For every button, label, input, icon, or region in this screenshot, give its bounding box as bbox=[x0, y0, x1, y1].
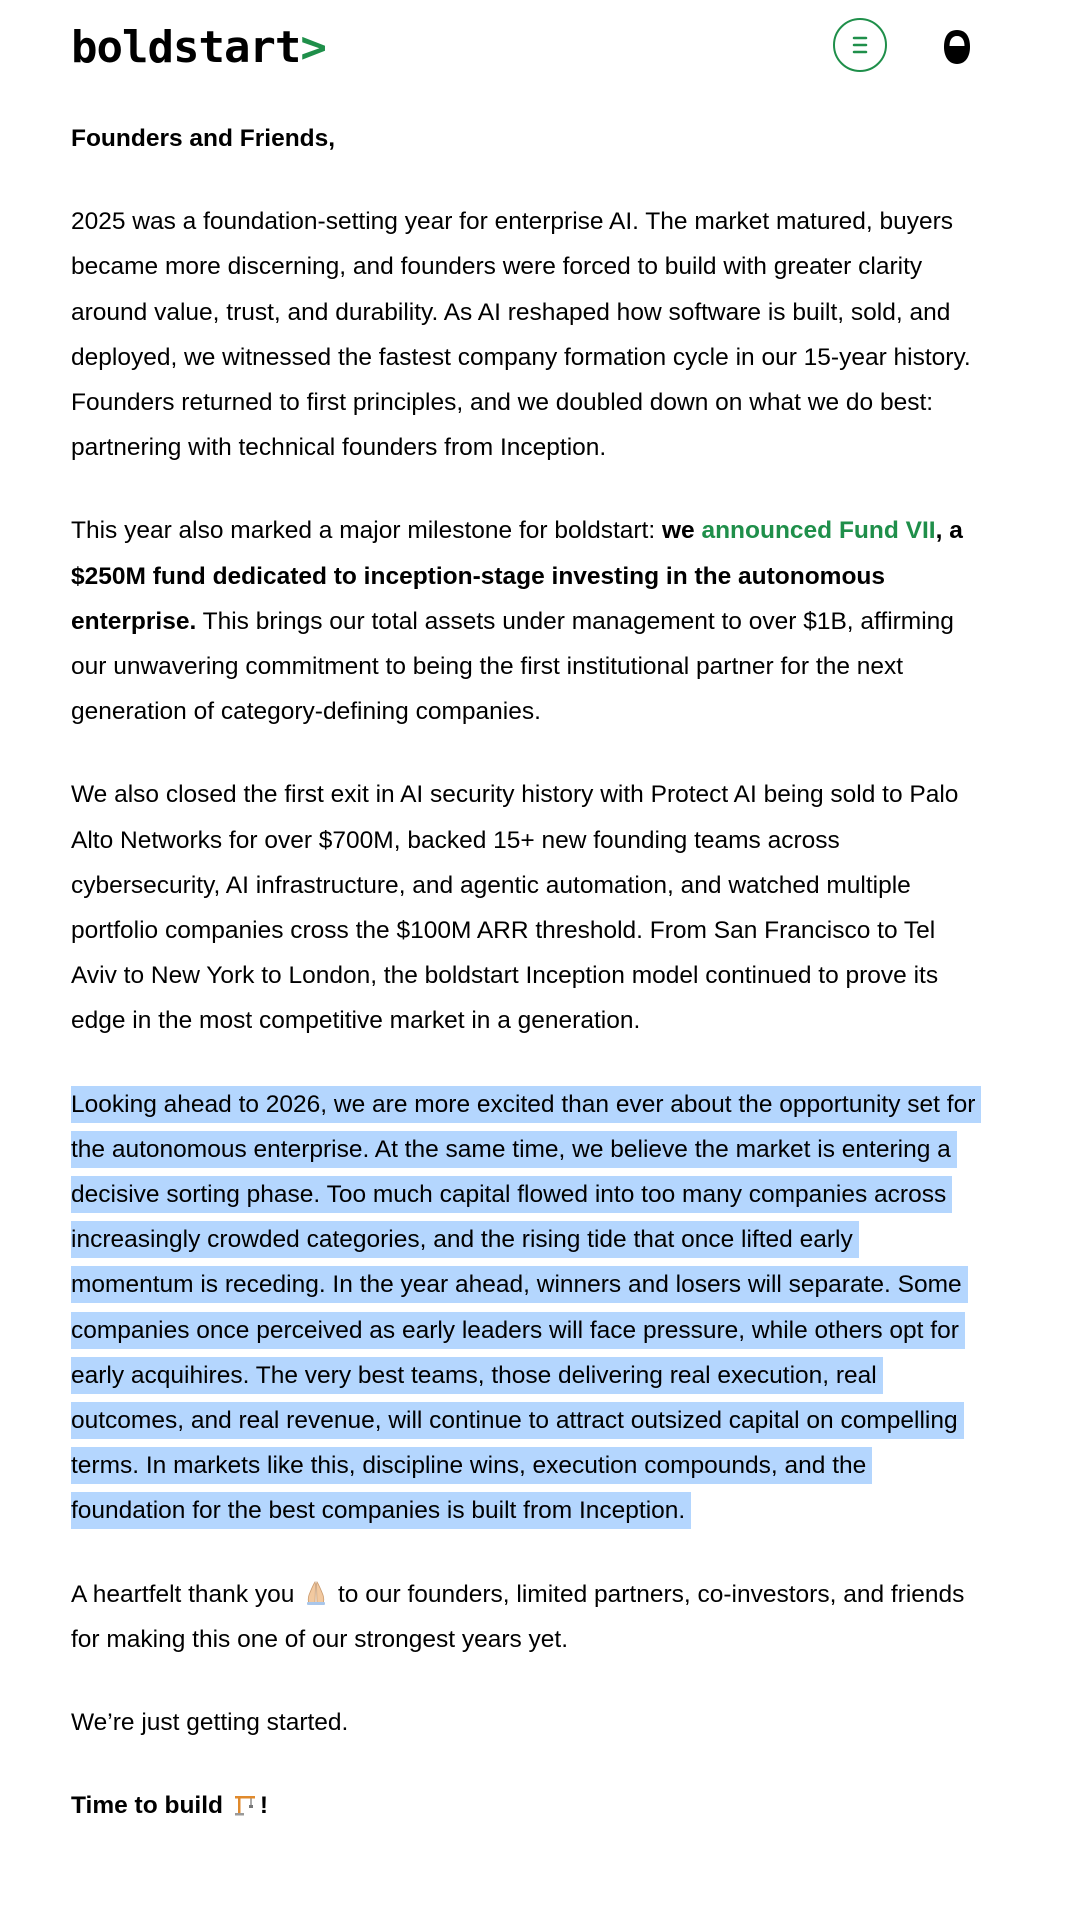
menu-icon bbox=[849, 34, 871, 56]
paragraph-getting-started: We’re just getting started. bbox=[71, 1709, 349, 1737]
paragraph-2026-outlook bbox=[71, 1082, 976, 1534]
logo-text: boldstart bbox=[71, 22, 301, 73]
fund-rest-text: This brings our total assets under management to over $1B, affirming our unwavering commitment to being the first institutional partner for the next generation of category-defining companies. bbox=[71, 607, 954, 726]
folded-hands-emoji bbox=[303, 1580, 329, 1606]
theme-toggle-button[interactable] bbox=[940, 27, 974, 67]
selected-text: Looking ahead to 2026, we are more excited than ever about the opportunity set for the autonomous enterprise. At the same time, we believe the market is entering a decisive sorting phase. Too much capital flowed into too many companies across increasingly crowded categories, and the rising tide that once lifted early momentum is receding. In the year ahead, winners and losers will separate. Some companies once perceived as early leaders will face pressure, while others opt for early acquihires. The very best teams, those delivering real execution, real outcomes, and real revenue, will continue to attract outsized capital on compelling terms. In markets like this, discipline wins, execution compounds, and the foundation for the best companies is built from Inception. bbox=[71, 1086, 981, 1530]
theme-toggle-icon bbox=[941, 27, 973, 67]
construction-crane-emoji bbox=[232, 1791, 258, 1817]
boldstart-logo[interactable] bbox=[71, 20, 326, 76]
thank-you-lead: A heartfelt thank you bbox=[71, 1580, 295, 1608]
paragraph-fund-vii bbox=[71, 508, 976, 734]
closing-line bbox=[71, 1783, 976, 1828]
thank-you-rest: to our founders, limited partners, co-investors, and friends for making this one of our strongest years yet. bbox=[71, 1580, 965, 1653]
paragraph-2025-recap: 2025 was a foundation-setting year for enterprise AI. The market matured, buyers became more discerning, and founders were forced to build with greater clarity around value, trust, and durability. As AI reshaped how software is built, sold, and deployed, we witnessed the fastest company formation cycle in our 15-year history. Founders returned to first principles, and we doubled down on what we do best: partnering with technical founders from Inception. bbox=[71, 208, 971, 462]
fund-bold-lead: we bbox=[661, 517, 702, 545]
fund-intro-text: This year also marked a major milestone for boldstart: bbox=[71, 517, 662, 545]
paragraph-thank-you bbox=[71, 1572, 976, 1662]
announced-fund-vii-link[interactable]: announced Fund VII bbox=[701, 517, 936, 545]
paragraph-exits: We also closed the first exit in AI security history with Protect AI being sold to Palo Alto Networks for over $700M, backed 15+ new founding teams across cybersecurity, AI infrastructure, and agentic automation, and watched multiple portfolio companies cross the $100M ARR threshold. From San Francisco to Tel Aviv to New York to London, the boldstart Inception model continued to prove its edge in the most competitive market in a generation. bbox=[71, 781, 959, 1035]
site-header bbox=[0, 0, 1080, 100]
closing-text: Time to build bbox=[71, 1792, 223, 1820]
menu-button[interactable] bbox=[833, 18, 887, 72]
salutation: Founders and Friends, bbox=[71, 125, 336, 152]
closing-exclamation: ! bbox=[259, 1792, 268, 1820]
letter-body bbox=[71, 116, 976, 1867]
logo-caret: > bbox=[300, 22, 326, 73]
fund-bold-text: , a $250M fund dedicated to inception-stage investing in the autonomous enterprise. bbox=[71, 517, 963, 635]
